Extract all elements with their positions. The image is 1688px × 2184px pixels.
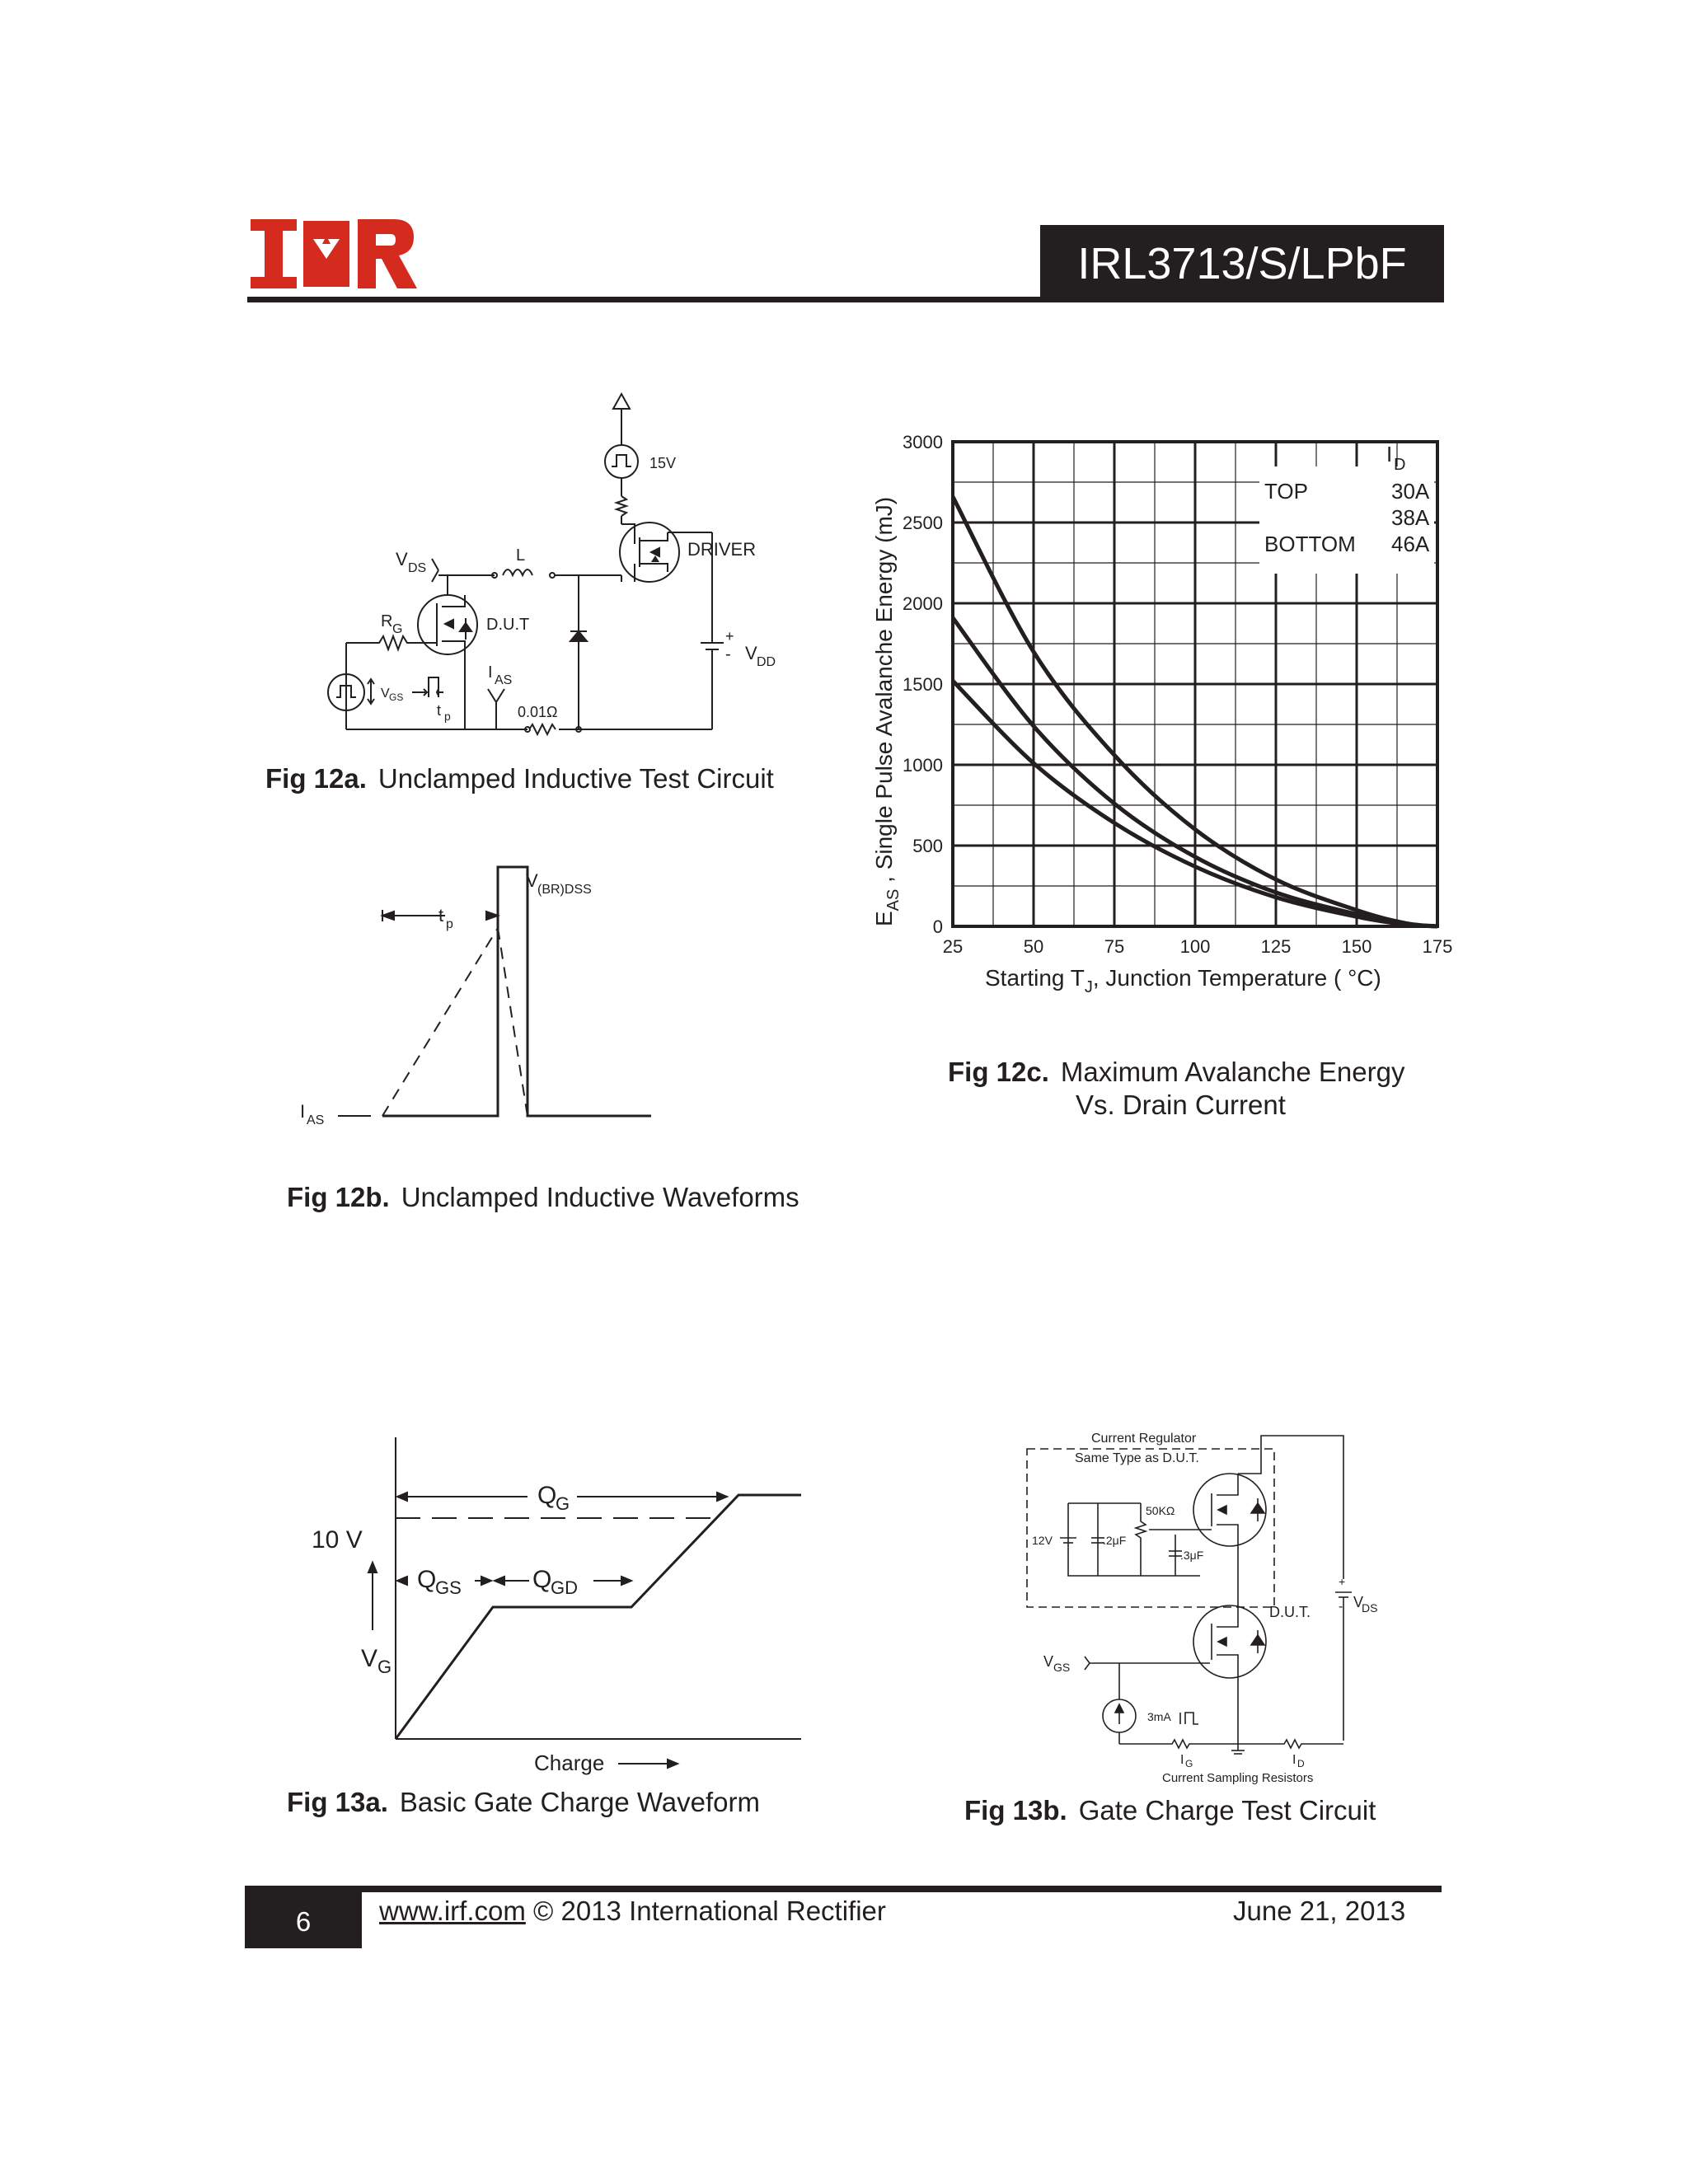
x-tick-label: 75	[1104, 936, 1125, 957]
fig12c-chart	[857, 429, 1467, 1005]
y-tick-label: 1500	[903, 674, 943, 695]
fig13a-caption: Fig 13a. Basic Gate Charge Waveform	[287, 1787, 760, 1817]
fig12a-caption: Fig 12a. Unclamped Inductive Test Circuit	[265, 763, 774, 794]
svg-text:DD: DD	[757, 655, 776, 669]
footer-copyright-line	[379, 1896, 886, 1927]
product-title: IRL3713/S/LPbF	[1040, 225, 1444, 302]
svg-text:DS: DS	[408, 561, 427, 575]
svg-text:+: +	[725, 628, 734, 644]
svg-text:Charge: Charge	[534, 1750, 605, 1775]
fig12b-waveform	[297, 857, 676, 1129]
footer-date: June 21, 2013	[1233, 1896, 1406, 1926]
svg-text:(BR)DSS: (BR)DSS	[537, 883, 592, 897]
chart-legend	[1259, 442, 1434, 574]
svg-text:D.U.T.: D.U.T.	[1269, 1604, 1311, 1620]
svg-text:L: L	[516, 546, 526, 565]
x-tick-label: 100	[1179, 936, 1211, 957]
svg-text:I: I	[1386, 442, 1393, 466]
svg-text:0.01Ω: 0.01Ω	[518, 704, 558, 720]
y-axis-label: $E_{AS}$ , Single Pulse Avalanche Energy (mJ)	[871, 496, 903, 926]
svg-text:G: G	[392, 622, 403, 636]
svg-text:+: +	[1339, 1575, 1346, 1588]
svg-text:10 V: 10 V	[312, 1526, 363, 1554]
svg-text:D.U.T: D.U.T	[486, 616, 530, 634]
fig12c-caption-line2: Vs. Drain Current	[1076, 1090, 1286, 1120]
svg-text:-: -	[725, 645, 731, 663]
svg-text:G: G	[377, 1657, 392, 1677]
svg-text:R: R	[381, 612, 393, 630]
fig12c-caption: Fig 12c. Maximum Avalanche Energy	[948, 1057, 1405, 1087]
svg-text:AS: AS	[495, 673, 513, 687]
svg-text:DS: DS	[1362, 1601, 1378, 1615]
svg-text:.2μF: .2μF	[1103, 1534, 1127, 1547]
svg-text:Q: Q	[532, 1566, 552, 1593]
svg-text:GS: GS	[435, 1577, 462, 1598]
svg-text:t: t	[438, 905, 444, 926]
svg-text:I: I	[1292, 1753, 1296, 1767]
svg-text:BOTTOM: BOTTOM	[1264, 532, 1356, 556]
fig13b-circuit	[1022, 1422, 1378, 1785]
y-tick-labels	[903, 432, 943, 937]
svg-text:.3μF: .3μF	[1180, 1549, 1204, 1562]
svg-text:50KΩ: 50KΩ	[1146, 1504, 1175, 1517]
svg-text:Current Sampling Resistors: Current Sampling Resistors	[1162, 1771, 1314, 1785]
svg-text:Current Regulator: Current Regulator	[1091, 1432, 1197, 1446]
svg-text:G: G	[556, 1493, 570, 1514]
svg-text:38A: 38A	[1391, 505, 1430, 530]
x-tick-label: 25	[942, 936, 964, 957]
svg-text:G: G	[1185, 1758, 1193, 1769]
svg-text:p: p	[444, 710, 451, 723]
fig12a-circuit	[313, 379, 808, 742]
svg-text:3mA: 3mA	[1147, 1710, 1171, 1723]
svg-text:V: V	[1043, 1653, 1054, 1670]
svg-text:GS: GS	[1053, 1661, 1071, 1674]
svg-text:I: I	[1180, 1753, 1184, 1767]
svg-text:AS: AS	[307, 1113, 325, 1127]
svg-text:Same Type as D.U.T.: Same Type as D.U.T.	[1075, 1451, 1199, 1465]
svg-text:15V: 15V	[649, 455, 677, 471]
svg-text:t: t	[437, 702, 442, 719]
svg-text:D: D	[1297, 1758, 1305, 1769]
y-tick-label: 500	[912, 836, 943, 856]
y-tick-label: 2000	[903, 593, 943, 614]
y-tick-label: 1000	[903, 755, 943, 776]
x-tick-label: 125	[1260, 936, 1292, 957]
svg-text:p: p	[446, 917, 453, 931]
svg-text:-: -	[1339, 1600, 1343, 1614]
svg-text:GS: GS	[389, 691, 404, 703]
y-tick-label: 3000	[903, 432, 943, 452]
header-rule	[247, 297, 1444, 302]
ir-logo	[247, 216, 420, 292]
svg-text:GD: GD	[551, 1577, 578, 1598]
svg-text:V: V	[381, 687, 390, 701]
svg-text:V: V	[526, 870, 538, 891]
x-axis-label: Starting $T_J$, Junction Temperature ( °C)	[985, 965, 1381, 996]
svg-text:D: D	[1394, 456, 1406, 474]
svg-text:TOP: TOP	[1264, 479, 1308, 504]
svg-text:V: V	[1353, 1594, 1364, 1610]
x-tick-label: 50	[1023, 936, 1044, 957]
svg-text:Q: Q	[417, 1566, 437, 1593]
svg-text:46A: 46A	[1391, 532, 1430, 556]
y-tick-label: 0	[932, 916, 943, 937]
svg-text:I: I	[488, 663, 493, 682]
x-tick-label: 150	[1341, 936, 1372, 957]
copyright-text: © 2013 International Rectifier	[533, 1896, 886, 1926]
x-tick-labels	[943, 936, 1453, 957]
svg-text:I: I	[300, 1101, 306, 1122]
y-tick-label: 2500	[903, 513, 943, 533]
fig13b-caption: Fig 13b. Gate Charge Test Circuit	[964, 1795, 1376, 1825]
svg-text:Q: Q	[537, 1482, 557, 1509]
svg-text:DRIVER: DRIVER	[687, 539, 757, 560]
fig13a-waveform	[305, 1426, 808, 1780]
page-number: 6	[245, 1886, 362, 1948]
svg-text:V: V	[396, 549, 408, 569]
svg-text:V: V	[745, 643, 757, 663]
svg-text:12V: 12V	[1032, 1534, 1053, 1547]
irf-website-link[interactable]: www.irf.com	[379, 1896, 526, 1926]
svg-text:30A: 30A	[1391, 479, 1430, 504]
footer-rule	[245, 1886, 1442, 1892]
fig12b-caption: Fig 12b. Unclamped Inductive Waveforms	[287, 1182, 799, 1212]
x-tick-label: 175	[1422, 936, 1453, 957]
svg-text:V: V	[361, 1645, 378, 1672]
